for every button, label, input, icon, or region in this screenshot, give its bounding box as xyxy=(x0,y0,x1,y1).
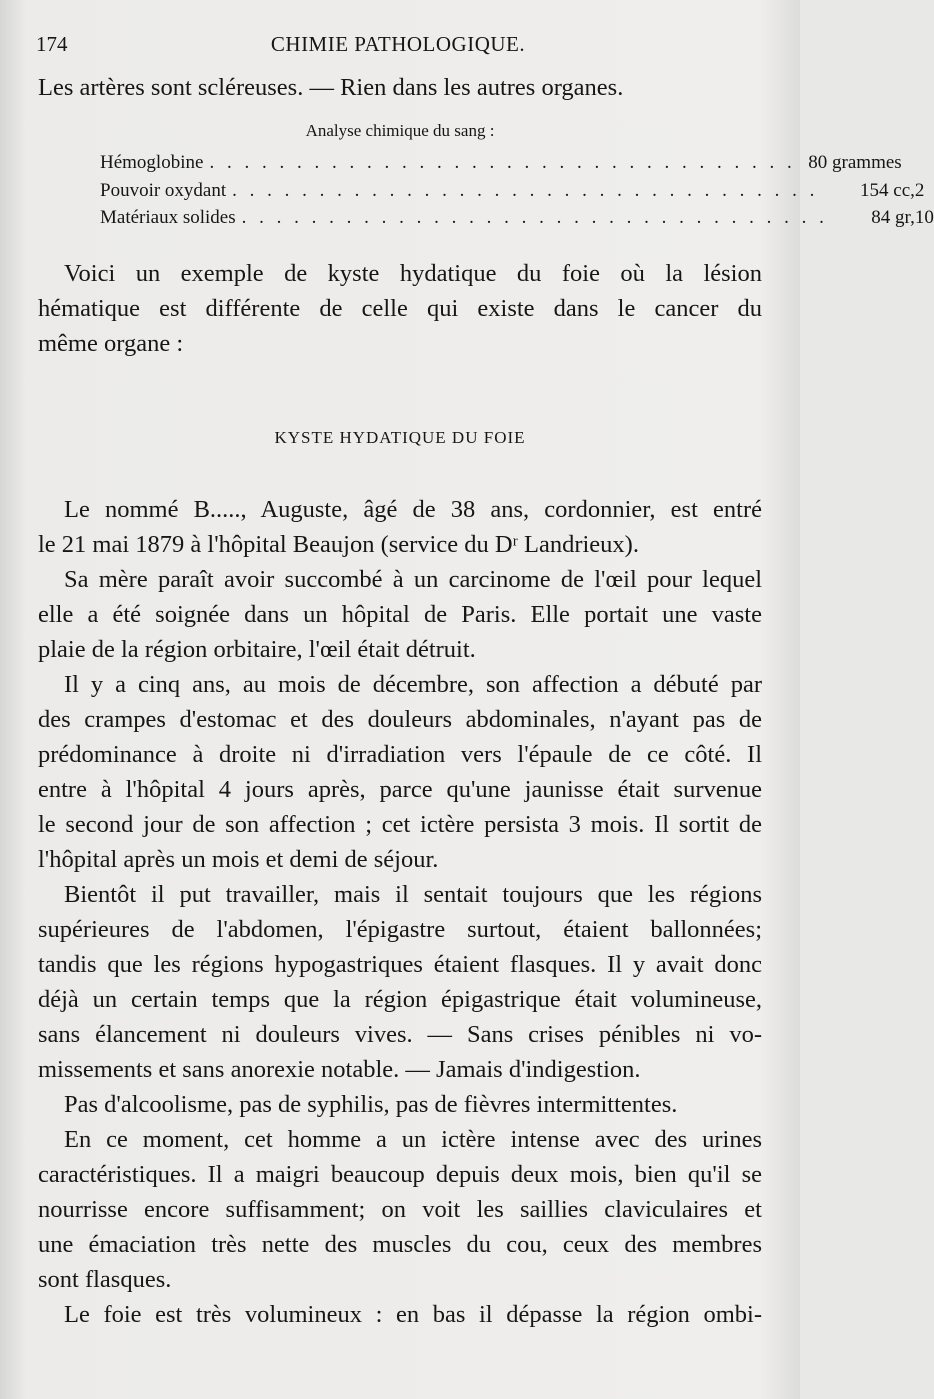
paragraph xyxy=(38,877,762,1087)
analysis-value: 84 gr,10 xyxy=(871,207,934,228)
text-line: supérieures de l'abdomen, l'épigastre surtout, étaient ballonnées; xyxy=(38,916,762,943)
intro-line: Les artères sont scléreuses. — Rien dans les autres organes. xyxy=(38,74,624,101)
text-line: prédominance à droite ni d'irradiation vers l'épaule de ce côté. Il xyxy=(38,741,762,768)
text-line: sans élancement ni douleurs vives. — Sans crises pénibles ni vo- xyxy=(38,1021,762,1048)
analysis-value: 154 cc,2 xyxy=(860,180,925,201)
text-line: des crampes d'estomac et des douleurs abdominales, n'ayant pas de xyxy=(38,706,762,733)
analysis-label: Hémoglobine xyxy=(100,152,204,173)
text-line: le 21 mai 1879 à l'hôpital Beaujon (service du Dʳ Landrieux). xyxy=(38,531,639,558)
paragraph xyxy=(38,492,762,562)
text-line: Le nommé B....., Auguste, âgé de 38 ans, cordonnier, est entré xyxy=(64,496,762,523)
text-line: hématique est différente de celle qui existe dans le cancer du xyxy=(38,295,762,322)
text-line: elle a été soignée dans un hôpital de Paris. Elle portait une vaste xyxy=(38,601,762,628)
text-line: tandis que les régions hypogastriques étaient flasques. Il y avait donc xyxy=(38,951,762,978)
analysis-title: Analyse chimique du sang : xyxy=(305,121,495,140)
analysis-value: 80 grammes xyxy=(808,152,902,173)
text-line: Sa mère paraît avoir succombé à un carcinome de l'œil pour lequel xyxy=(64,566,762,593)
text-line: l'hôpital après un mois et demi de séjour. xyxy=(38,846,439,873)
leader-dots: . . . . . . . . . . . . . . . . . . . . . . . . . . . . . . . . . . xyxy=(241,207,828,228)
text-line: Voici un exemple de kyste hydatique du foie où la lésion xyxy=(64,260,762,287)
page-number: 174 xyxy=(36,32,68,56)
text-line: En ce moment, cet homme a un ictère intense avec des urines xyxy=(64,1126,762,1153)
paragraph xyxy=(38,1087,762,1122)
page-header xyxy=(36,32,760,62)
analysis-label: Matériaux solides xyxy=(100,207,236,228)
text-line: Bientôt il put travailler, mais il sentait toujours que les régions xyxy=(64,881,762,908)
text-line: Pas d'alcoolisme, pas de syphilis, pas de fièvres intermittentes. xyxy=(64,1091,678,1118)
text-line: caractéristiques. Il a maigri beaucoup depuis deux mois, bien qu'il se xyxy=(38,1161,762,1188)
text-line: missements et sans anorexie notable. — Jamais d'indigestion. xyxy=(38,1056,641,1083)
body-text xyxy=(38,492,762,1332)
text-line: Il y a cinq ans, au mois de décembre, son affection a débuté par xyxy=(64,671,762,698)
text-line: nourrisse encore suffisamment; on voit les saillies claviculaires et xyxy=(38,1196,762,1223)
text-line: même organe : xyxy=(38,330,184,357)
leader-dots: . . . . . . . . . . . . . . . . . . . . . . . . . . . . . . . . . . xyxy=(232,180,819,201)
text-line: déjà un certain temps que la région épigastrique était volumineuse, xyxy=(38,986,762,1013)
leader-dots: . . . . . . . . . . . . . . . . . . . . . . . . . . . . . . . . . . xyxy=(209,152,796,173)
text-line: Le foie est très volumineux : en bas il dépasse la région ombi- xyxy=(64,1301,762,1328)
analysis-row-pouvoir-oxydant xyxy=(100,180,925,206)
paragraph-intro xyxy=(38,256,762,361)
text-line: plaie de la région orbitaire, l'œil était détruit. xyxy=(38,636,476,663)
section-title: KYSTE HYDATIQUE DU FOIE xyxy=(274,428,526,447)
paragraph xyxy=(38,562,762,667)
text-line: une émaciation très nette des muscles du cou, ceux des membres xyxy=(38,1231,762,1258)
text-line: entre à l'hôpital 4 jours après, parce qu'une jaunisse était survenue xyxy=(38,776,762,803)
text-line: sont flasques. xyxy=(38,1266,172,1293)
paragraph xyxy=(38,1297,762,1332)
analysis-row-materiaux-solides xyxy=(100,207,934,233)
text-line: le second jour de son affection ; cet ictère persista 3 mois. Il sortit de xyxy=(38,811,762,838)
analysis-row-hemoglobine xyxy=(100,152,902,178)
analysis-label: Pouvoir oxydant xyxy=(100,180,227,201)
paragraph xyxy=(38,667,762,877)
paragraph xyxy=(38,1122,762,1297)
running-title: CHIMIE PATHOLOGIQUE. xyxy=(270,32,526,56)
